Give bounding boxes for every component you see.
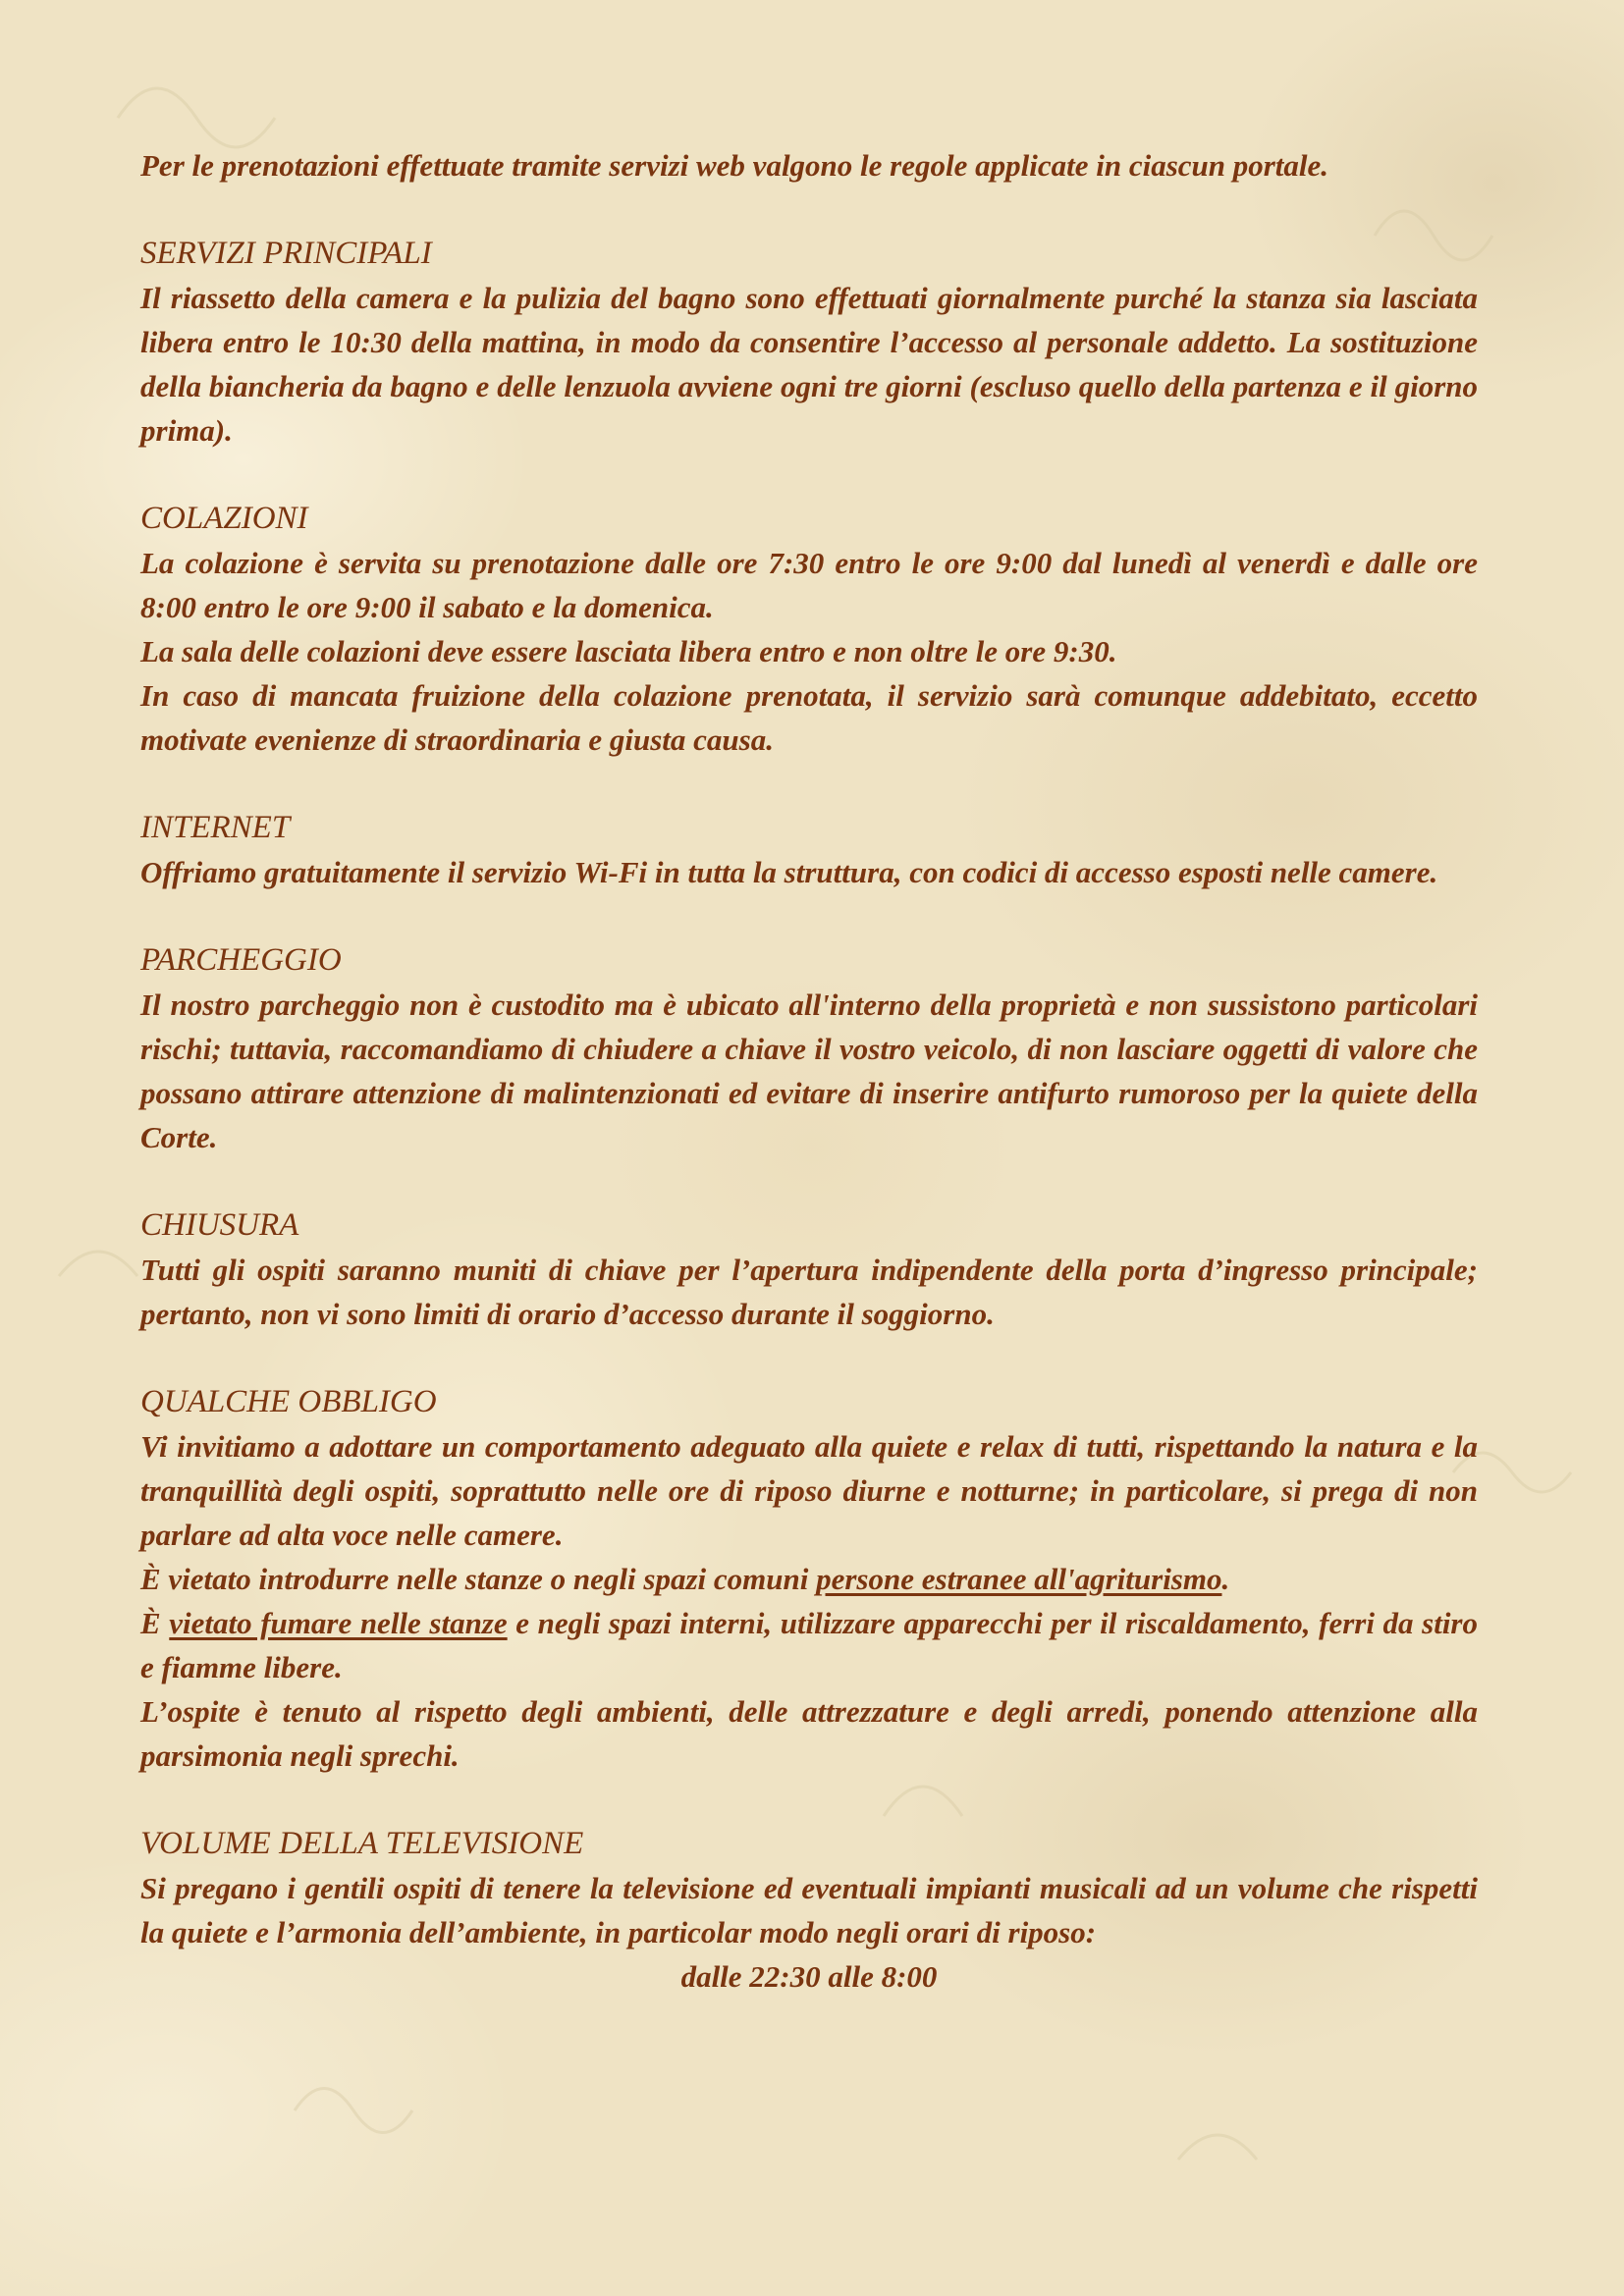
servizi-text: Il riassetto della camera e la pulizia del bagno sono effettuati giornalmente purché la stanza sia lasciata libera entro le 10:30 della mattina, in modo da consentire l’accesso al personale addetto. La sostituzione della biancheria da bagno e delle lenzuola avviene ogni tre giorni (escluso quello della partenza e il giorno prima). (140, 281, 1478, 448)
obbligo-text-3 (140, 1601, 1478, 1689)
volume-heading: VOLUME DELLA TELEVISIONE (140, 1826, 584, 1861)
internet-text: Offriamo gratuitamente il servizio Wi-Fi in tutta la struttura, con codici di accesso esposti nelle camere. (140, 855, 1438, 889)
underlined-persone-estranee: persone estranee all'agriturismo (816, 1562, 1222, 1596)
obbligo-text-2-post: . (1221, 1562, 1230, 1596)
intro-text: Per le prenotazioni effettuate tramite servizi web valgono le regole applicate in ciascun portale. (140, 148, 1329, 183)
parcheggio-text: Il nostro parcheggio non è custodito ma è ubicato all'interno della proprietà e non sussistono particolari rischi; tuttavia, raccomandiamo di chiudere a chiave il vostro veicolo, di non lasciare oggetti di valore che possano attirare attenzione di malintenzionati ed evitare di inserire antifurto rumoroso per la quiete della Corte. (140, 988, 1478, 1154)
colazioni-text-3: In caso di mancata fruizione della colazione prenotata, il servizio sarà comunque addebitato, eccetto motivate evenienze di straordinaria e giusta causa. (140, 678, 1478, 757)
underlined-vietato-fumare: vietato fumare nelle stanze (169, 1606, 508, 1640)
internet-heading: INTERNET (140, 810, 291, 845)
servizi-heading: SERVIZI PRINCIPALI (140, 236, 432, 271)
obbligo-section (140, 1380, 1478, 1778)
obbligo-text-3-post: e negli spazi interni, utilizzare apparecchi per il riscaldamento, ferri da stiro e fiamme libere. (140, 1606, 1478, 1684)
intro-section (140, 143, 1478, 187)
volume-hours: dalle 22:30 alle 8:00 (680, 1959, 938, 1994)
servizi-section (140, 232, 1478, 453)
chiusura-heading: CHIUSURA (140, 1207, 299, 1243)
internet-section (140, 806, 1478, 894)
document-body (140, 143, 1478, 2043)
colazioni-text-1: La colazione è servita su prenotazione dalle ore 7:30 entro le ore 9:00 dal lunedì al venerdì e dalle ore 8:00 entro le ore 9:00 il sabato e la domenica. (140, 546, 1478, 624)
parcheggio-section (140, 938, 1478, 1159)
colazioni-heading: COLAZIONI (140, 501, 308, 536)
obbligo-heading: QUALCHE OBBLIGO (140, 1384, 437, 1419)
parcheggio-heading: PARCHEGGIO (140, 942, 342, 978)
obbligo-text-2-pre: È vietato introdurre nelle stanze o negli spazi comuni (140, 1562, 817, 1596)
obbligo-text-1: Vi invitiamo a adottare un comportamento adeguato alla quiete e relax di tutti, rispettando la natura e la tranquillità degli ospiti, soprattutto nelle ore di riposo diurne e notturne; in particolare, si prega di non parlare ad alta voce nelle camere. (140, 1429, 1478, 1552)
colazioni-section (140, 497, 1478, 762)
volume-section (140, 1822, 1478, 1999)
colazioni-text-2: La sala delle colazioni deve essere lasciata libera entro e non oltre le ore 9:30. (140, 634, 1117, 668)
chiusura-section (140, 1203, 1478, 1336)
volume-text: Si pregano i gentili ospiti di tenere la televisione ed eventuali impianti musicali ad un volume che rispetti la quiete e l’armonia dell’ambiente, in particolar modo negli orari di riposo: (140, 1871, 1478, 1949)
obbligo-text-4: L’ospite è tenuto al rispetto degli ambienti, delle attrezzature e degli arredi, ponendo attenzione alla parsimonia negli sprechi. (140, 1694, 1478, 1773)
obbligo-text-3-pre: È (140, 1606, 170, 1640)
obbligo-text-2 (140, 1557, 1478, 1601)
chiusura-text: Tutti gli ospiti saranno muniti di chiave per l’apertura indipendente della porta d’ingresso principale; pertanto, non vi sono limiti di orario d’accesso durante il soggiorno. (140, 1253, 1478, 1331)
